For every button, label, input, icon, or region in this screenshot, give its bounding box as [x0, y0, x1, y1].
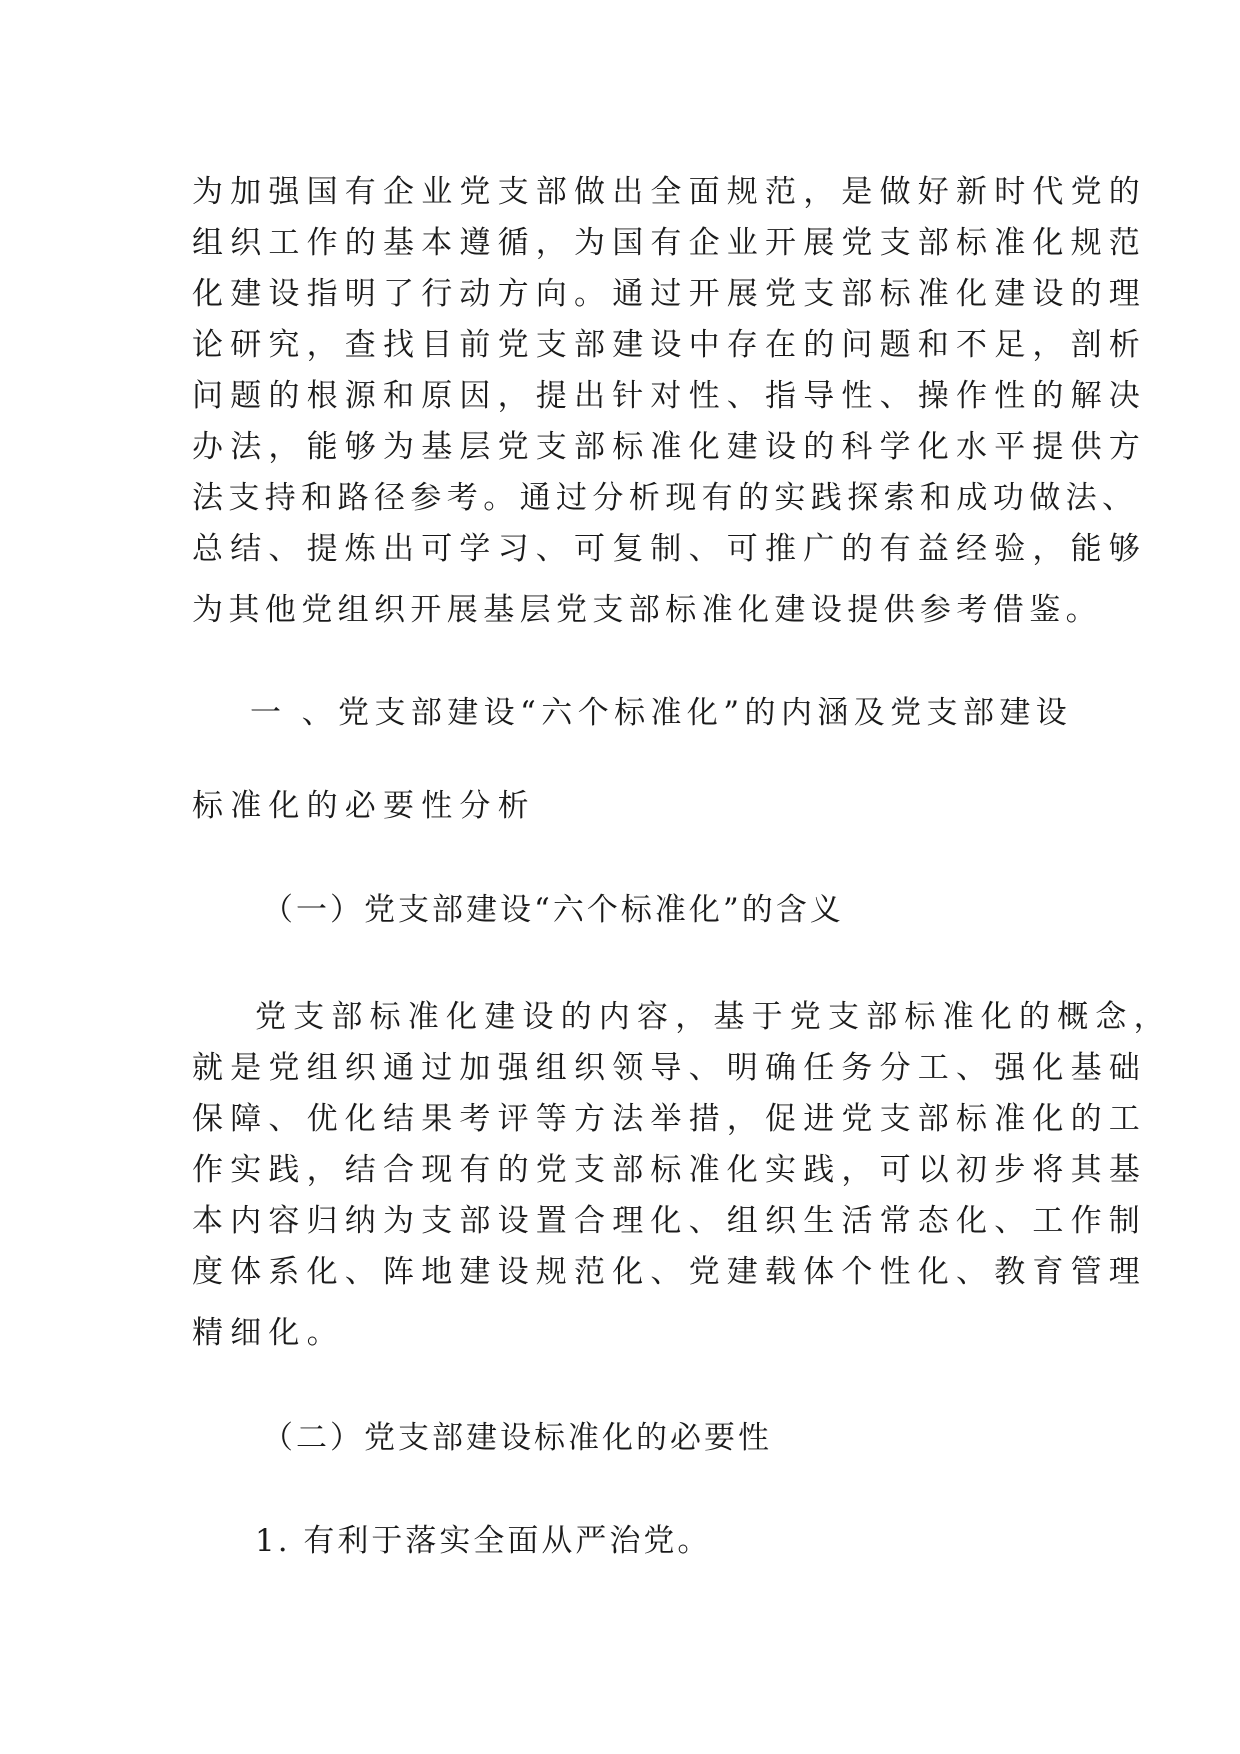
intro-line-5: 问题的根源和原因，提出针对性、指导性、操作性的解决	[192, 378, 1147, 414]
item-1: 1. 有利于落实全面从严治党。	[255, 1523, 712, 1559]
intro-line-2: 组织工作的基本遵循，为国有企业开展党支部标准化规范	[192, 225, 1147, 261]
subsection1-line-5: 本内容归纳为支部设置合理化、组织生活常态化、工作制	[192, 1203, 1147, 1239]
intro-line-3: 化建设指明了行动方向。通过开展党支部标准化建设的理	[192, 276, 1147, 312]
intro-line-1: 为加强国有企业党支部做出全面规范，是做好新时代党的	[192, 174, 1147, 210]
intro-line-7: 法支持和路径参考。通过分析现有的实践探索和成功做法、	[192, 480, 1139, 516]
subsection2-heading: （二）党支部建设标准化的必要性	[262, 1420, 772, 1456]
subsection1-line-2: 就是党组织通过加强组织领导、明确任务分工、强化基础	[192, 1050, 1147, 1086]
subsection1-heading: （一）党支部建设“六个标准化”的含义	[262, 892, 844, 928]
intro-line-9: 为其他党组织开展基层党支部标准化建设提供参考借鉴。	[192, 592, 1102, 628]
section1-heading-line2: 标准化的必要性分析	[192, 788, 536, 824]
section1-heading-line1: 一 、党支部建设“六个标准化”的内涵及党支部建设	[250, 695, 1073, 731]
subsection1-line-4: 作实践，结合现有的党支部标准化实践，可以初步将其基	[192, 1152, 1147, 1188]
subsection1-line-6: 度体系化、阵地建设规范化、党建载体个性化、教育管理	[192, 1254, 1147, 1290]
intro-line-6: 办法，能够为基层党支部标准化建设的科学化水平提供方	[192, 429, 1147, 465]
subsection1-line-3: 保障、优化结果考评等方法举措，促进党支部标准化的工	[192, 1101, 1147, 1137]
intro-line-8: 总结、提炼出可学习、可复制、可推广的有益经验，能够	[192, 531, 1147, 567]
subsection1-line-1: 党支部标准化建设的内容，基于党支部标准化的概念，	[255, 999, 1172, 1035]
intro-line-4: 论研究，查找目前党支部建设中存在的问题和不足，剖析	[192, 327, 1147, 363]
subsection1-line-7: 精细化。	[192, 1315, 345, 1351]
